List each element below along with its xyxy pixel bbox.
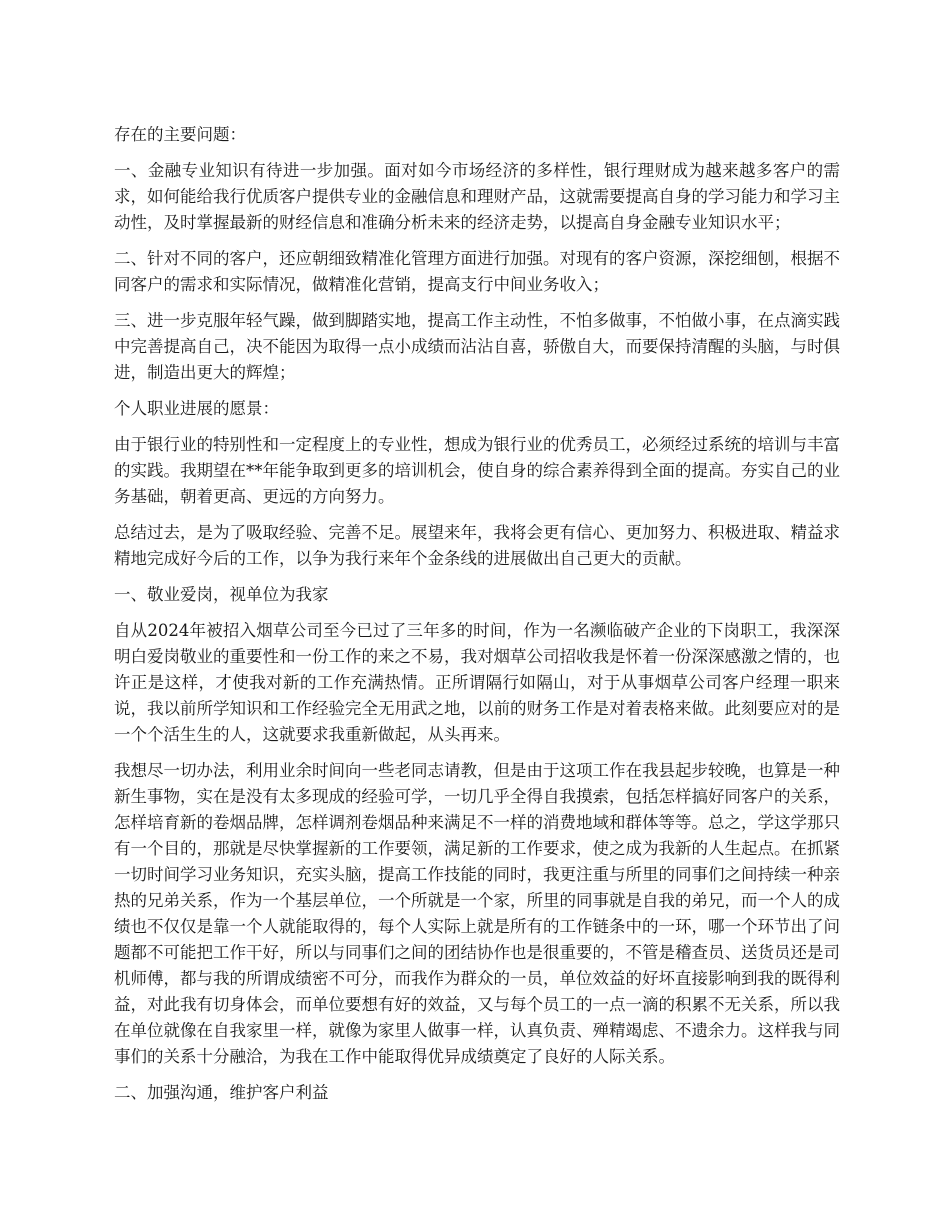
paragraph-summary: 总结过去，是为了吸取经验、完善不足。展望来年，我将会更有信心、更加努力、积极进取、精益求精地完成好今后的工作，以争为我行来年个金条线的进展做出自己更大的贡献。 xyxy=(114,523,840,568)
paragraph-problem-1: 一、金融专业知识有待进一步加强。面对如今市场经济的多样性，银行理财成为越来越多客户的需求，如何能给我行优质客户提供专业的金融信息和理财产品，这就需要提高自身的学习能力和学习主动性，及时掌握最新的财经信息和准确分析未来的经济走势，以提高自身金融专业知识水平； xyxy=(114,161,840,232)
heading-main-problems: 存在的主要问题： xyxy=(114,125,246,144)
paragraph-problem-3: 三、进一步克服年轻气躁，做到脚踏实地，提高工作主动性，不怕多做事，不怕做小事，在点滴实践中完善提高自己，决不能因为取得一点小成绩而沾沾自喜，骄傲自大，而要保持清醒的头脑，与时俱进，制造出更大的辉煌； xyxy=(114,311,840,382)
heading-section-2: 二、加强沟通，维护客户利益 xyxy=(114,1083,329,1102)
heading-section-1: 一、敬业爱岗，视单位为我家 xyxy=(114,585,329,604)
paragraph-vision: 由于银行业的特别性和一定程度上的专业性，想成为银行业的优秀员工，必须经过系统的培训与丰富的实践。我期望在**年能争取到更多的培训机会，使自身的综合素养得到全面的提高。夯实自己的业务基础，朝着更高、更远的方向努力。 xyxy=(114,435,840,506)
paragraph-problem-2: 二、针对不同的客户，还应朝细致精准化管理方面进行加强。对现有的客户资源，深挖细刨，根据不同客户的需求和实际情况，做精准化营销，提高支行中间业务收入； xyxy=(114,249,840,294)
heading-career-vision: 个人职业进展的愿景： xyxy=(114,399,279,418)
paragraph-section-1-a: 自从2024年被招入烟草公司至今已过了三年多的时间，作为一名濒临破产企业的下岗职工，我深深明白爱岗敬业的重要性和一份工作的来之不易，我对烟草公司招收我是怀着一份深深感激之情的，也许正是这样，才使我对新的工作充满热情。正所谓隔行如隔山，对于从事烟草公司客户经理一职来说，我以前所学知识和工作经验完全无用武之地，以前的财务工作是对着表格来做。此刻要应对的是一个个活生生的人，这就要求我重新做起，从头再来。 xyxy=(114,621,840,744)
document-body xyxy=(114,122,840,1116)
paragraph-section-1-b: 我想尽一切办法，利用业余时间向一些老同志请教，但是由于这项工作在我县起步较晚，也算是一种新生事物，实在是没有太多现成的经验可学，一切几乎全得自我摸索，包括怎样搞好同客户的关系，怎样培育新的卷烟品牌，怎样调剂卷烟品种来满足不一样的消费地域和群体等等。总之，学这学那只有一个目的，那就是尽快掌握新的工作要领，满足新的工作要求，使之成为我新的人生起点。在抓紧一切时间学习业务知识，充实头脑，提高工作技能的同时，我更注重与所里的同事们之间持续一种亲热的兄弟关系，作为一个基层单位，一个所就是一个家，所里的同事就是自我的弟兄，而一个人的成绩也不仅仅是靠一个人就能取得的，每个人实际上就是所有的工作链条中的一环，哪一个环节出了问题都不可能把工作干好，所以与同事们之间的团结协作也是很重要的，不管是稽查员、送货员还是司机师傅，都与我的所谓成绩密不可分，而我作为群众的一员，单位效益的好坏直接影响到我的既得利益，对此我有切身体会，而单位要想有好的效益，又与每个员工的一点一滴的积累不无关系，所以我在单位就像在自我家里一样，就像为家里人做事一样，认真负责、殚精竭虑、不遗余力。这样我与同事们的关系十分融洽，为我在工作中能取得优异成绩奠定了良好的人际关系。 xyxy=(114,761,840,1066)
